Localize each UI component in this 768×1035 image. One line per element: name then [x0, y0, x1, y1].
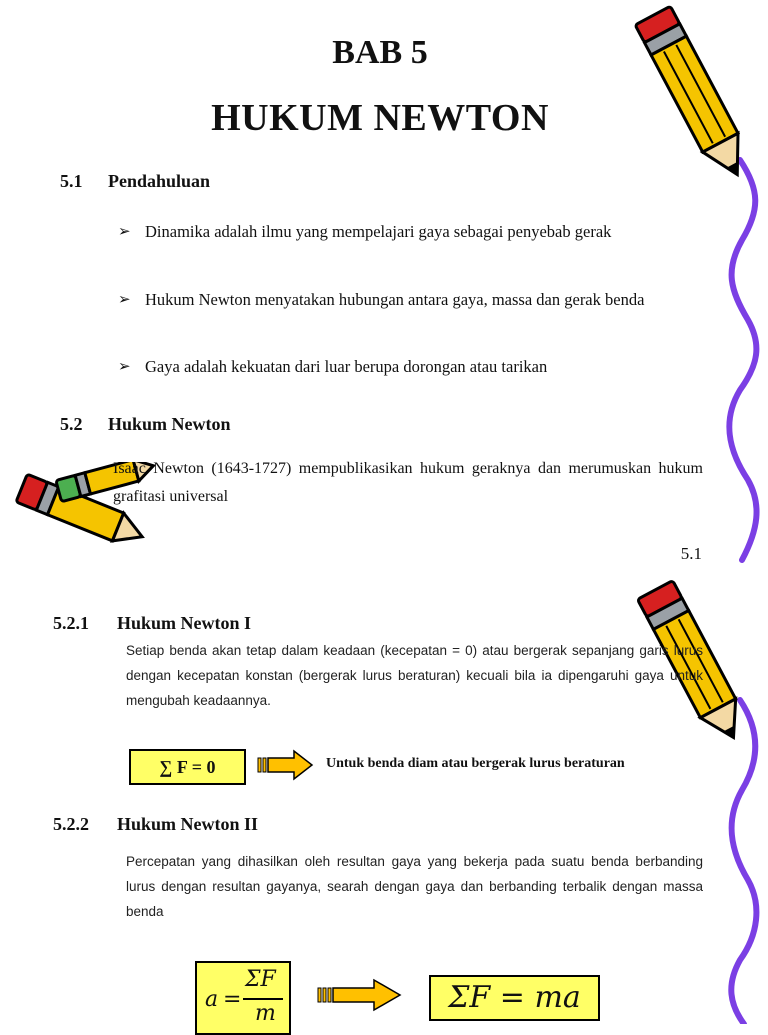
decorative-squiggle-top — [700, 150, 768, 570]
arrow-bullet-icon: ➢ — [118, 224, 131, 240]
bullet-text: Dinamika adalah ilmu yang mempelajari gaya sebagai penyebab gerak — [145, 222, 612, 241]
section-number: 5.2 — [60, 414, 83, 434]
chapter-number: BAB 5 — [332, 34, 428, 71]
equation-note: Untuk benda diam atau bergerak lurus beraturan — [326, 756, 625, 771]
eq-denominator: m — [255, 1001, 276, 1026]
eq-numerator: ΣF — [245, 967, 276, 992]
section-5-2-heading — [60, 414, 231, 435]
arrow-bullet-icon: ➢ — [118, 292, 131, 308]
section-5-2-2-heading — [53, 814, 258, 835]
eq-left: a — [205, 987, 219, 1012]
section-number: 5.2.2 — [53, 814, 89, 834]
section-5-2-paragraph: Isaac Newton (1643-1727) mempublikasikan hukum geraknya dan merumuskan hukum grafitasi universal — [113, 460, 703, 505]
equation-text: ∑ F = 0 — [159, 757, 216, 777]
pencil-icon — [630, 0, 760, 190]
page-number: 5.1 — [680, 544, 702, 563]
section-5-1-heading — [60, 171, 210, 192]
section-5-2-1-heading — [53, 613, 251, 634]
section-5-2-1-paragraph: Setiap benda akan tetap dalam keadaan (kecepatan = 0) atau bergerak sepanjang garis lurus dengan kecepatan konstan (bergerak lurus beraturan) kecuali bila ia dipengaruhi gaya untuk mengubah keadaannya. — [126, 643, 703, 708]
section-number: 5.2.1 — [53, 613, 89, 633]
chapter-title: HUKUM NEWTON — [211, 97, 549, 139]
eq-f-ma: ΣF = ma — [448, 980, 581, 1015]
arrow-bullet-icon: ➢ — [118, 359, 131, 375]
right-arrow-icon — [256, 749, 314, 781]
section-title: Hukum Newton II — [117, 814, 259, 834]
bullet-text: Hukum Newton menyatakan hubungan antara gaya, massa dan gerak benda — [145, 290, 645, 309]
bullet-text: Gaya adalah kekuatan dari luar berupa dorongan atau tarikan — [145, 357, 548, 376]
equation-box-sum-f-zero — [129, 749, 246, 785]
eq-equals: = — [223, 987, 242, 1012]
section-title: Hukum Newton I — [117, 613, 252, 633]
section-5-2-2-paragraph: Percepatan yang dihasilkan oleh resultan gaya yang bekerja pada suatu benda berbanding lurus dengan resultan gayanya, searah dengan gaya dan berbanding terbalik dengan massa benda — [126, 854, 703, 919]
bullet-item — [118, 218, 703, 246]
section-title: Pendahuluan — [108, 171, 211, 191]
bullet-item — [118, 353, 703, 381]
right-arrow-icon — [316, 978, 402, 1012]
bullet-item — [118, 286, 703, 314]
section-title: Hukum Newton — [108, 414, 231, 434]
fraction-bar — [243, 998, 283, 1000]
section-number: 5.1 — [60, 171, 83, 191]
equation-box-f-ma — [429, 975, 600, 1021]
